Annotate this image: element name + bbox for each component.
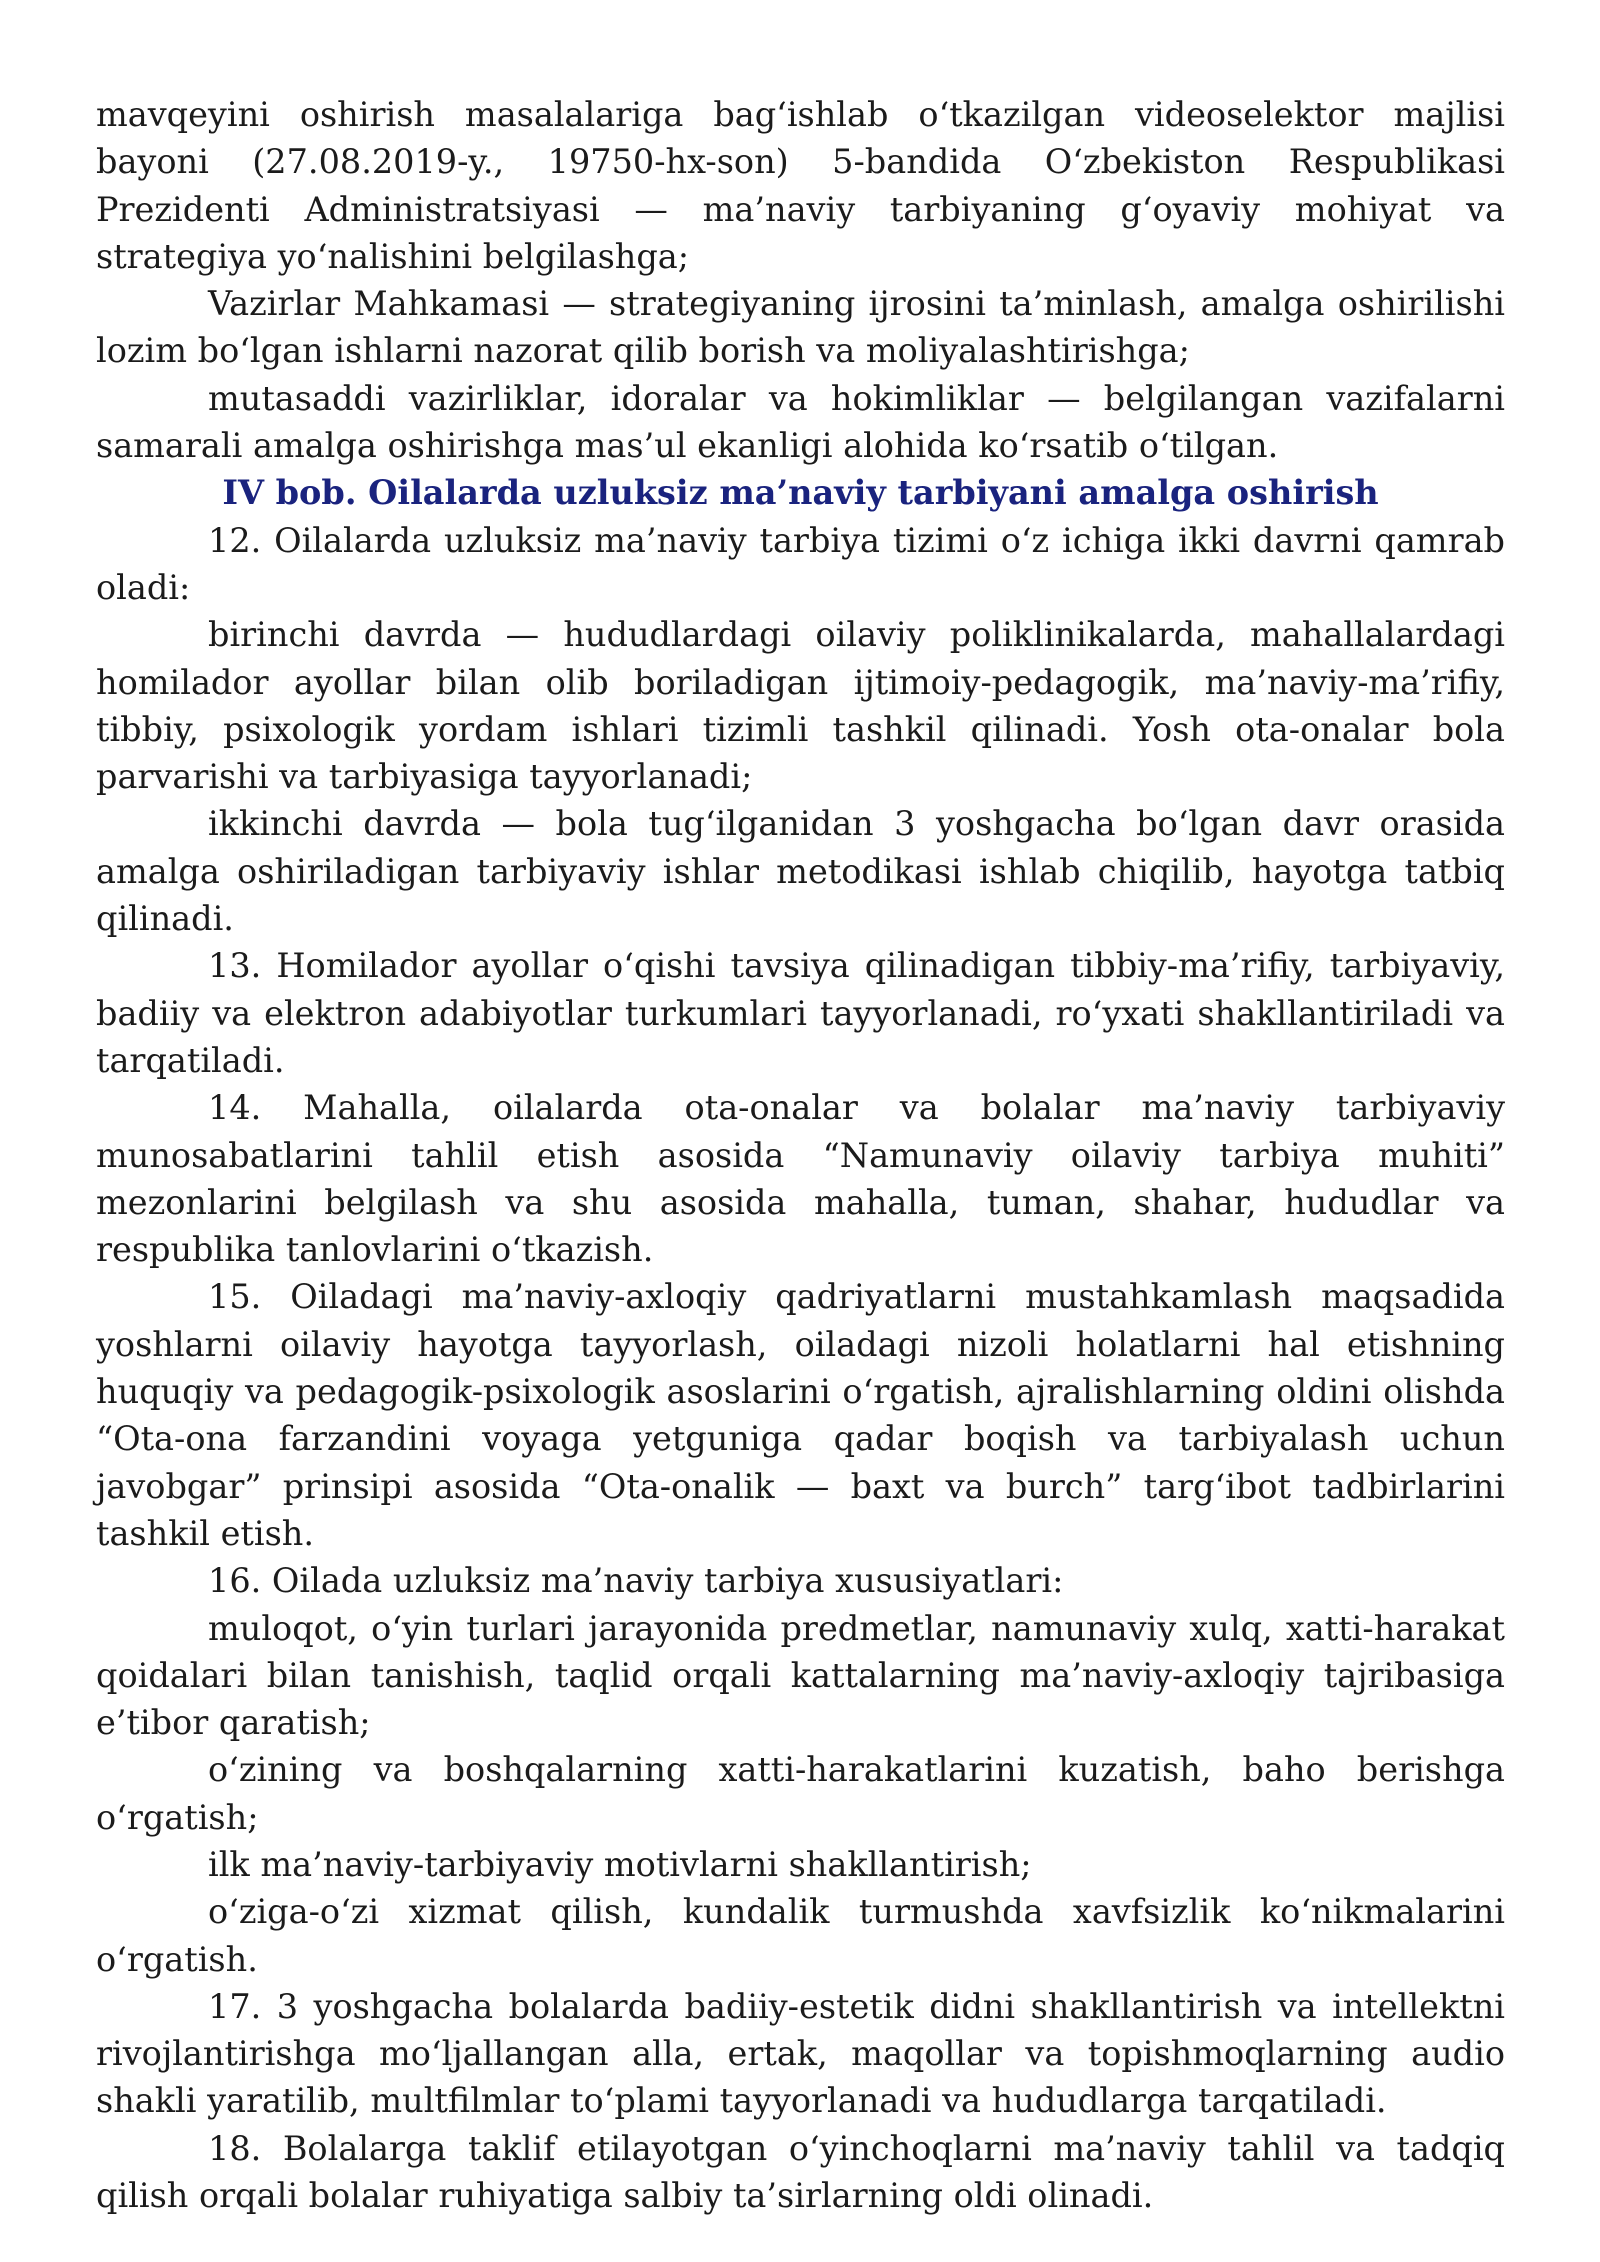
section-12-first-period: birinchi davrda — hududlardagi oilaviy poliklinikalarda, mahallalardagi homilador ayollar bilan olib boriladigan ijtimoiy-pedagogik, ma’naviy-ma’rifiy, tibbiy, psixologik yordam ishlari tizimli tashkil qilinadi. Yosh ota-onalar bola parvarishi va tarbiyasiga tayyorlanadi; (96, 615, 1505, 797)
section-12-second-period: ikkinchi davrda — bola tug‘ilganidan 3 yoshgacha bo‘lgan davr orasida amalga oshiriladigan tarbiyaviy ishlar metodikasi ishlab chiqilib, hayotga tatbiq qilinadi. (96, 804, 1505, 939)
section-16: 16. Oilada uzluksiz ma’naviy tarbiya xususiyatlari: (208, 1561, 1064, 1601)
chapter-heading: IV bob. Oilalarda uzluksiz ma’naviy tarbiyani amalga oshirish (222, 473, 1379, 513)
section-17: 17. 3 yoshgacha bolalarda badiiy-estetik didni shakllantirish va intellektni rivojlantirishga mo‘ljallangan alla, ertak, maqollar va topishmoqlarning audio shakli yaratilib, multfilmlar to‘plami tayyorlanadi va hududlarga tarqatiladi. (96, 1986, 1505, 2121)
section-14: 14. Mahalla, oilalarda ota-onalar va bolalar ma’naviy tarbiyaviy munosabatlarini tahlil etish asosida “Namunaviy oilaviy tarbiya muhiti” mezonlarini belgilash va shu asosida mahalla, tuman, shahar, hududlar va respublika tanlovlarini o‘tkazish. (96, 1088, 1505, 1270)
section-12: 12. Oilalarda uzluksiz ma’naviy tarbiya tizimi o‘z ichiga ikki davrni qamrab oladi: (96, 520, 1505, 607)
section-18: 18. Bolalarga taklif etilayotgan o‘yinchoqlarni ma’naviy tahlil va tadqiq qilish orqali bolalar ruhiyatiga salbiy ta’sirlarning oldi olinadi. (96, 2128, 1505, 2216)
section-16-item: ilk ma’naviy-tarbiyaviy motivlarni shakllantirish; (208, 1844, 1032, 1884)
section-15: 15. Oiladagi ma’naviy-axloqiy qadriyatlarni mustahkamlash maqsadida yoshlarni oilaviy hayotga tayyorlash, oiladagi nizoli holatlarni hal etishning huquqiy va pedagogik-psixologik asoslarini o‘rgatish, ajralishlarning oldini olishda “Ota-ona farzandini voyaga yetguniga qadar boqish va tarbiyalash uchun javobgar” prinsipi asosida “Ota-onalik — baxt va burch” targ‘ibot tadbirlarini tashkil etish. (96, 1277, 1505, 1553)
document-page (96, 91, 1505, 2219)
section-16-item: o‘ziga-o‘zi xizmat qilish, kundalik turmushda xavfsizlik ko‘nikmalarini o‘rgatish. (96, 1892, 1505, 1979)
section-16-item: o‘zining va boshqalarning xatti-harakatlarini kuzatish, baho berishga o‘rgatish; (96, 1750, 1505, 1837)
paragraph: mavqeyini oshirish masalalariga bag‘ishlab o‘tkazilgan videoselektor majlisi bayoni (27.08.2019-y., 19750-hx-son) 5-bandida O‘zbekiston Respublikasi Prezidenti Administratsiyasi — ma’naviy tarbiyaning g‘oyaviy mohiyat va strategiya yo‘nalishini belgilashga; (96, 95, 1505, 276)
paragraph: mutasaddi vazirliklar, idoralar va hokimliklar — belgilangan vazifalarni samarali amalga oshirishga mas’ul ekanligi alohida ko‘rsatib o‘tilgan. (96, 378, 1505, 466)
paragraph: Vazirlar Mahkamasi — strategiyaning ijrosini ta’minlash, amalga oshirilishi lozim bo‘lgan ishlarni nazorat qilib borish va moliyalashtirishga; (96, 284, 1505, 371)
section-16-item: muloqot, o‘yin turlari jarayonida predmetlar, namunaviy xulq, xatti-harakat qoidalari bilan tanishish, taqlid orqali kattalarning ma’naviy-axloqiy tajribasiga e’tibor qaratish; (96, 1608, 1505, 1743)
section-13: 13. Homilador ayollar o‘qishi tavsiya qilinadigan tibbiy-ma’rifiy, tarbiyaviy, badiiy va elektron adabiyotlar turkumlari tayyorlanadi, ro‘yxati shakllantiriladi va tarqatiladi. (96, 946, 1505, 1080)
